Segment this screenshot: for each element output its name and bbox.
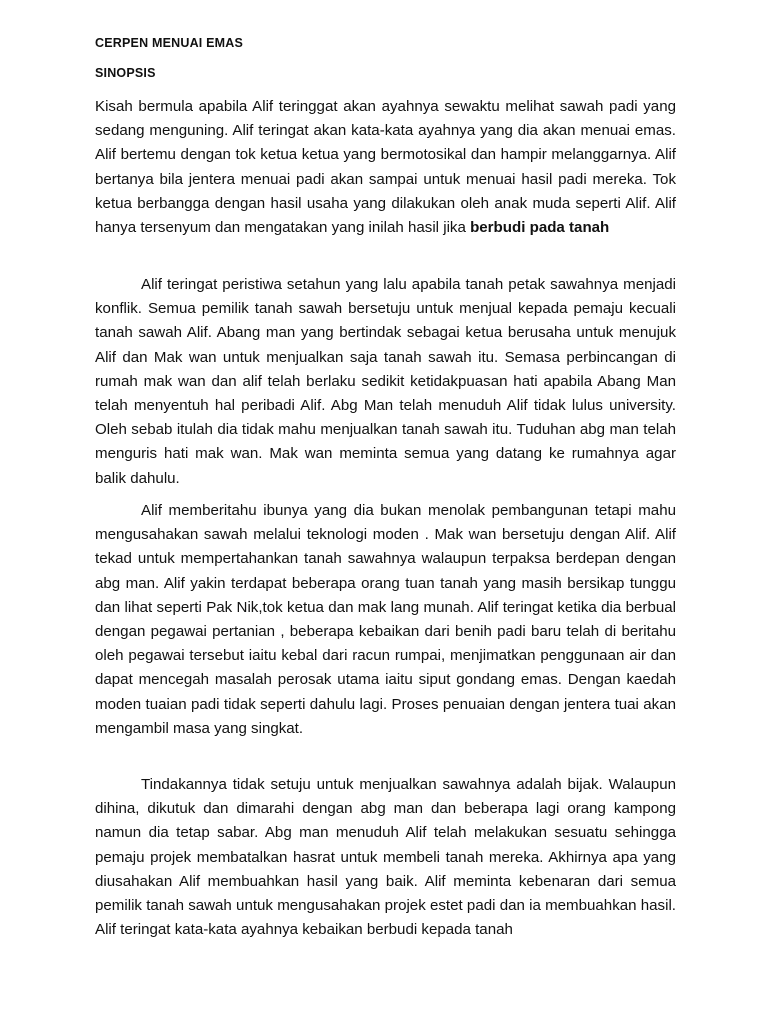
document-subtitle: SINOPSIS bbox=[95, 66, 156, 80]
paragraph-1 bbox=[95, 95, 676, 240]
paragraph-3: Alif memberitahu ibunya yang dia bukan menolak pembangunan tetapi mahu mengusahakan sawah melalui teknologi moden . Mak wan bersetuju dengan Alif. Alif tekad untuk mempertahankan tanah sawahnya walaupun terpaksa berdepan dengan abg man. Alif yakin terdapat beberapa orang tuan tanah yang masih bersikap tunggu dan lihat seperti Pak Nik,tok ketua dan mak lang munah. Alif teringat ketika dia berbual dengan pegawai pertanian , beberapa kebaikan dari benih padi baru telah di beritahu oleh pegawai tersebut iaitu kebal dari racun rumpai, menjimatkan penggunaan air dan dapat mencegah masalah perosak utama iaitu siput gondang emas. Dengan kaedah moden tuaian padi tidak seperti dahulu lagi. Proses penuaian dengan jentera tuai akan mengambil masa yang singkat. bbox=[95, 502, 676, 737]
paragraph-4: Tindakannya tidak setuju untuk menjualkan sawahnya adalah bijak. Walaupun dihina, dikutuk dan dimarahi dengan abg man dan beberapa lagi orang kampong namun dia tetap sabar. Abg man menuduh Alif telah melakukan sesuatu sehingga pemaju projek membatalkan hasrat untuk membeli tanah mereka. Akhirnya apa yang diusahakan Alif membuahkan hasil yang baik. Alif meminta kebenaran dari semua pemilik tanah sawah untuk mengusahakan projek estet padi dan ia membuahkan hasil. Alif teringat kata-kata ayahnya kebaikan berbudi kepada tanah bbox=[95, 776, 676, 939]
document-title: CERPEN MENUAI EMAS bbox=[95, 36, 244, 50]
paragraph-2: Alif teringat peristiwa setahun yang lalu apabila tanah petak sawahnya menjadi konflik. Semua pemilik tanah sawah bersetuju untuk menjual kepada pemaju kecuali tanah sawah Alif. Abang man yang bertindak sebagai ketua berusaha untuk menujuk Alif dan Mak wan untuk menjualkan saja tanah sawah itu. Semasa perbincangan di rumah mak wan dan alif telah berlaku sedikit ketidakpuasan hati apabila Abang Man telah menyentuh hal peribadi Alif. Abg Man telah menuduh Alif tidak lulus university. Oleh sebab itulah dia tidak mahu menjualkan tanah sawah itu. Tuduhan abg man telah menguris hati mak wan. Mak wan meminta semua yang datang ke rumahnya agar balik dahulu. bbox=[95, 276, 676, 487]
paragraph-1-bold-phrase: berbudi pada tanah bbox=[470, 219, 610, 237]
paragraph-1-text: Kisah bermula apabila Alif teringgat akan ayahnya sewaktu melihat sawah padi yang sedang menguning. Alif teringat akan kata-kata ayahnya yang dia akan menuai emas. Alif bertemu dengan tok ketua ketua yang bermotosikal dan hampir melanggarnya. Alif bertanya bila jentera menuai padi akan sampai untuk menuai hasil padi mereka. Tok ketua berbangga dengan hasil usaha yang dilakukan oleh anak muda seperti Alif. Alif hanya tersenyum dan mengatakan yang inilah hasil jika bbox=[95, 98, 676, 237]
